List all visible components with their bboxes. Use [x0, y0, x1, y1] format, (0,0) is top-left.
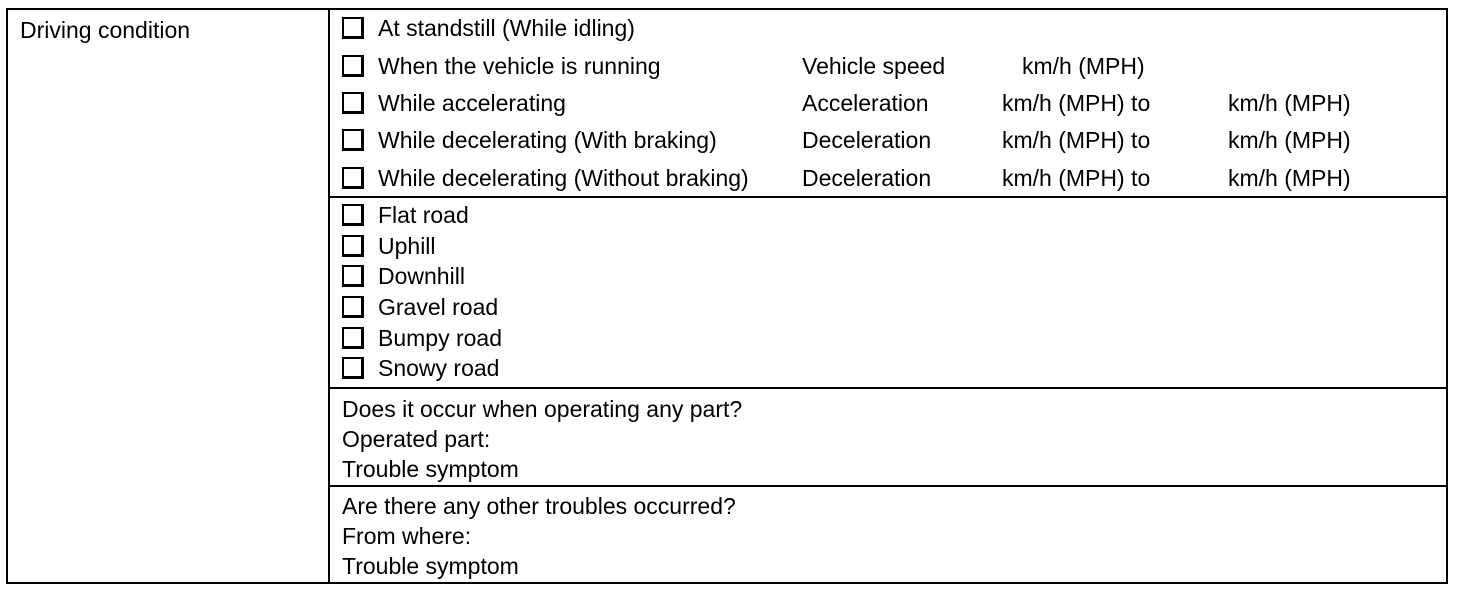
vehicle-speed-unit: km/h (MPH)	[1022, 53, 1145, 79]
bumpy-road-checkbox[interactable]	[342, 327, 364, 349]
vehicle-state-section	[330, 10, 1446, 198]
flat-road-checkbox[interactable]	[342, 204, 364, 226]
snowy-road-label: Snowy road	[378, 355, 500, 381]
operation-symptom-label: Trouble symptom	[342, 456, 519, 482]
bumpy-road-label: Bumpy road	[378, 325, 503, 351]
running-label: When the vehicle is running	[378, 53, 661, 79]
acceleration-label: Acceleration	[802, 90, 929, 116]
running-checkbox[interactable]	[342, 55, 364, 77]
decelerating-no-braking-checkbox[interactable]	[342, 167, 364, 189]
downhill-label: Downhill	[378, 263, 465, 289]
deceleration-label: Deceleration	[802, 165, 932, 191]
accelerating-checkbox[interactable]	[342, 92, 364, 114]
deceleration-to-unit: km/h (MPH)	[1228, 165, 1351, 191]
deceleration-from-unit: km/h (MPH) to	[1002, 165, 1151, 191]
other-troubles-question: Are there any other troubles occurred?	[342, 493, 736, 519]
from-where-label: From where:	[342, 523, 472, 549]
accelerating-label: While accelerating	[378, 90, 566, 116]
gravel-road-checkbox[interactable]	[342, 296, 364, 318]
deceleration-label: Deceleration	[802, 127, 932, 153]
other-symptom-label: Trouble symptom	[342, 553, 519, 579]
standstill-checkbox[interactable]	[342, 17, 364, 39]
driving-condition-label: Driving condition	[20, 17, 191, 43]
decelerating-braking-label: While decelerating (With braking)	[378, 127, 717, 153]
operation-question: Does it occur when operating any part?	[342, 396, 743, 422]
decelerating-braking-checkbox[interactable]	[342, 129, 364, 151]
vehicle-speed-label: Vehicle speed	[802, 53, 946, 79]
gravel-road-label: Gravel road	[378, 294, 499, 320]
snowy-road-checkbox[interactable]	[342, 357, 364, 379]
operated-part-label: Operated part:	[342, 426, 491, 452]
deceleration-from-unit: km/h (MPH) to	[1002, 127, 1151, 153]
deceleration-to-unit: km/h (MPH)	[1228, 127, 1351, 153]
acceleration-from-unit: km/h (MPH) to	[1002, 90, 1151, 116]
decelerating-no-braking-label: While decelerating (Without braking)	[378, 165, 749, 191]
driving-condition-form	[6, 8, 1448, 584]
label-column	[8, 10, 330, 582]
flat-road-label: Flat road	[378, 202, 469, 228]
standstill-label: At standstill (While idling)	[378, 15, 635, 41]
uphill-label: Uphill	[378, 233, 436, 259]
downhill-checkbox[interactable]	[342, 265, 364, 287]
acceleration-to-unit: km/h (MPH)	[1228, 90, 1351, 116]
operated-part-section	[330, 389, 1446, 487]
other-troubles-section	[330, 487, 1446, 584]
uphill-checkbox[interactable]	[342, 235, 364, 257]
road-type-section	[330, 198, 1446, 389]
